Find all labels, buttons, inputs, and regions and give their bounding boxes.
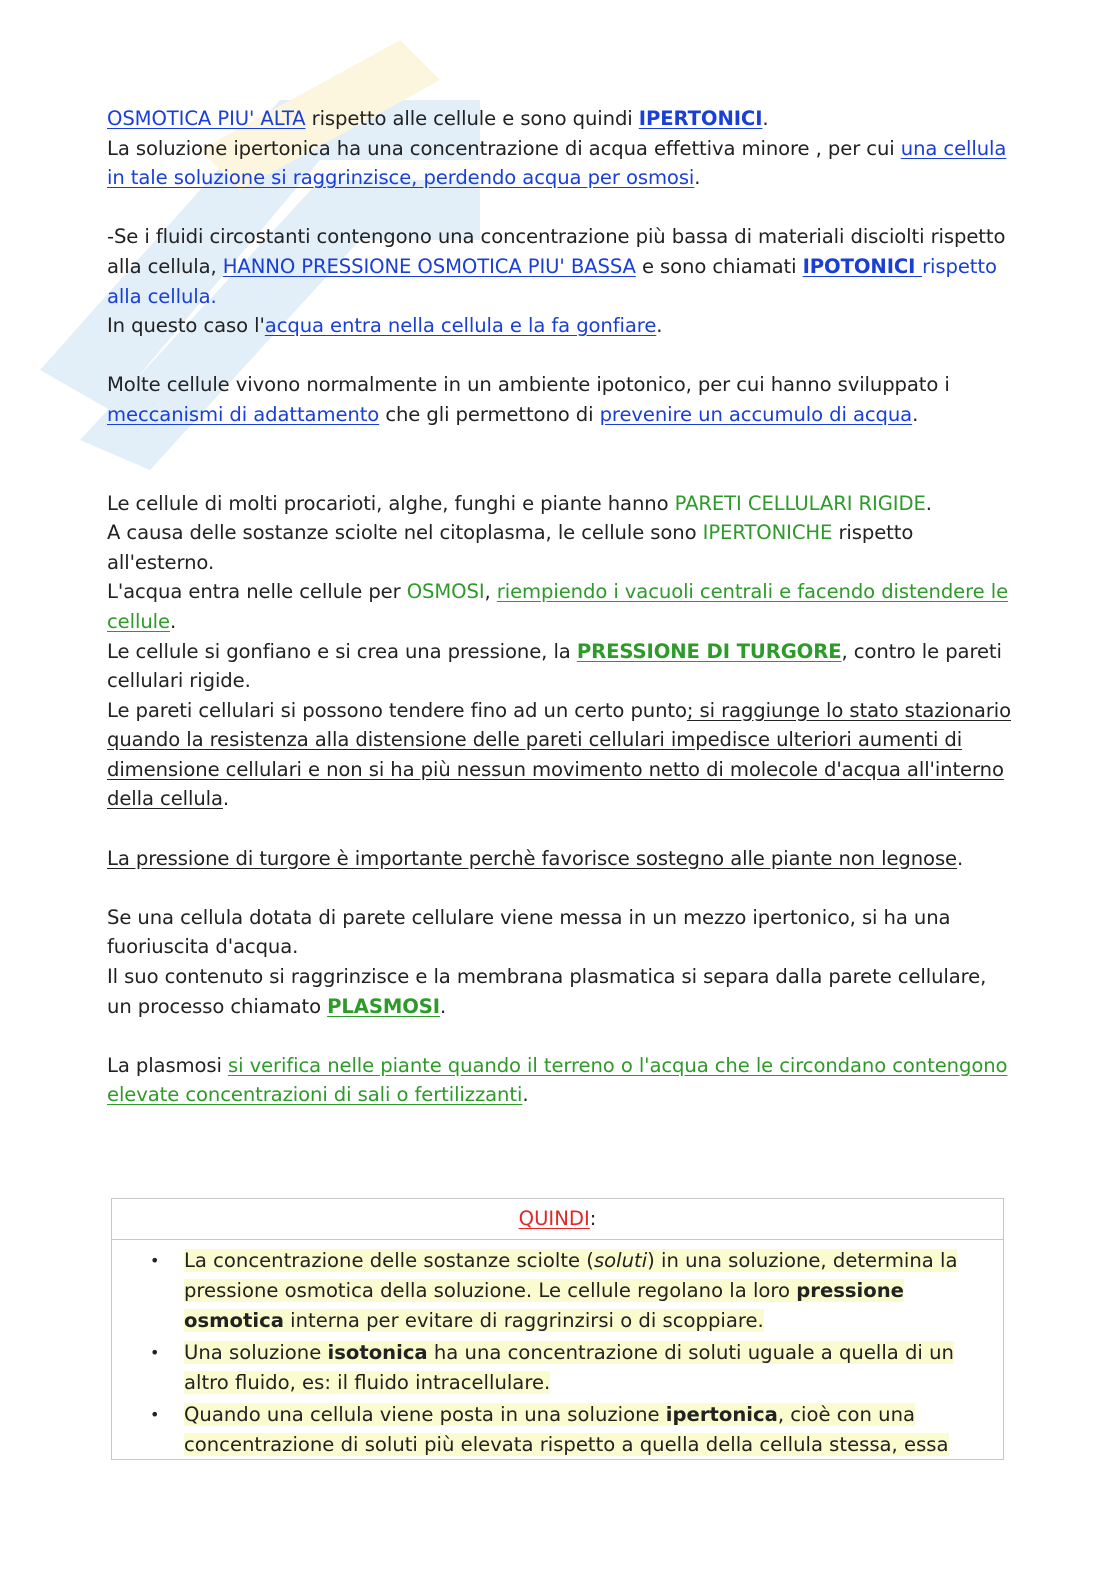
paragraph-hypotonic: -Se i fluidi circostanti contengono una concentrazione più bassa di materiali disciolti rispetto alla cellula, HANNO PRESSIONE OSMOTICA PIU' BASSA e sono chiamati IPOTONICI rispetto alla cellula. In questo caso l'acqua entra nella cellula e la fa gonfiare.	[107, 225, 1006, 338]
list-item: • La concentrazione delle sostanze sciolte (soluti) in una soluzione, determina la pressione osmotica della soluzione. Le cellule regolano la loro pressione osmotica interna per evitare di raggrinzirsi o di scoppiare.	[150, 1246, 975, 1336]
paragraph-turgor-importance: La pressione di turgore è importante perchè favorisce sostegno alle piante non legnose.	[107, 846, 964, 870]
link-piante-sali-fertilizzanti[interactable]: si verifica nelle piante quando il terreno o l'acqua che le circondano contengono elevate concentrazioni di sali o fertilizzanti	[107, 1053, 1008, 1107]
paragraph-hypertonic: OSMOTICA PIU' ALTA rispetto alle cellule e sono quindi IPERTONICI. La soluzione ipertonica ha una concentrazione di acqua effettiva minore , per cui una cellula in tale soluzione si raggrinzisce, perdendo acqua per osmosi.	[107, 107, 1007, 190]
link-pressione-osmotica-bassa[interactable]: HANNO PRESSIONE OSMOTICA PIU' BASSA	[222, 254, 636, 278]
paragraph-plasmolysis-plants: La plasmosi si verifica nelle piante quando il terreno o l'acqua che le circondano contengono elevate concentrazioni di sali o fertilizzanti.	[107, 1053, 1008, 1107]
term-pareti-cellulari-rigide: PARETI CELLULARI RIGIDE	[674, 491, 926, 515]
paragraph-adaptation: Molte cellule vivono normalmente in un ambiente ipotonico, per cui hanno sviluppato i meccanismi di adattamento che gli permettono di prevenire un accumulo di acqua.	[107, 373, 950, 426]
link-prevenire-accumulo[interactable]: prevenire un accumulo di acqua	[599, 402, 913, 426]
link-pressione-di-turgore[interactable]: PRESSIONE DI TURGORE	[576, 639, 842, 663]
paragraph-plasmolysis: Se una cellula dotata di parete cellulare viene messa in un mezzo ipertonico, si ha una fuoriuscita d'acqua. Il suo contenuto si raggrinzisce e la membrana plasmatica si separa dalla parete cellulare, un processo chiamato PLASMOSI.	[107, 905, 987, 1018]
list-item: • Quando una cellula viene posta in una soluzione ipertonica, cioè con una concentrazione di soluti più elevata rispetto a quella della cellula stessa, essa	[150, 1400, 975, 1460]
link-cellula-raggrinzisce[interactable]: una cellula in tale soluzione si raggrinzisce, perdendo acqua per osmosi	[107, 136, 1007, 190]
summary-list-container	[112, 1240, 1003, 1460]
link-meccanismi-adattamento[interactable]: meccanismi di adattamento	[107, 402, 380, 426]
underlined-turgore-importante: La pressione di turgore è importante perchè favorisce sostegno alle piante non legnose	[107, 846, 958, 870]
link-ipertonici[interactable]: IPERTONICI	[638, 107, 763, 130]
bullet-icon: •	[150, 1405, 160, 1424]
paragraph-cell-walls: Le cellule di molti procarioti, alghe, funghi e piante hanno PARETI CELLULARI RIGIDE. A causa delle sostanze sciolte nel citoplasma, le cellule sono IPERTONICHE rispetto all'esterno. L'acqua entra nelle cellule per OSMOSI, riempiendo i vacuoli centrali e facendo distendere le cellule. Le cellule si gonfiano e si crea una pressione, la PRESSIONE DI TURGORE, contro le pareti cellulari rigide. Le pareti cellulari si possono tendere fino ad un certo punto; si raggiunge lo stato stazionario quando la resistenza alla distensione delle pareti cellulari impedisce ulteriori aumenti di dimensione cellulari e non si ha più nessun movimento netto di molecole d'acqua all'interno della cellula.	[107, 491, 1012, 811]
document-body	[107, 104, 1017, 1110]
bullet-icon: •	[150, 1343, 160, 1362]
summary-list	[150, 1246, 975, 1460]
summary-heading: QUINDI:	[112, 1199, 1003, 1240]
list-item: • Una soluzione isotonica ha una concentrazione di soluti uguale a quella di un altro fluido, es: il fluido intracellulare.	[150, 1338, 975, 1398]
link-acqua-entra[interactable]: acqua entra nella cellula e la fa gonfiare	[264, 314, 657, 338]
summary-box	[111, 1198, 1004, 1460]
term-ipertoniche: IPERTONICHE	[702, 521, 833, 545]
link-osmotica-piu-alta[interactable]: OSMOTICA PIU' ALTA	[107, 107, 306, 130]
term-osmosi: OSMOSI	[406, 580, 485, 604]
underlined-stato-stazionario: ; si raggiunge lo stato stazionario quando la resistenza alla distensione delle pareti cellulari impedisce ulteriori aumenti di dimensione cellulari e non si ha più nessun movimento netto di molecole d'acqua all'interno della cellula	[107, 698, 1012, 811]
link-plasmosi[interactable]: PLASMOSI	[327, 994, 440, 1018]
link-ipotonici[interactable]: IPOTONICI	[802, 254, 923, 278]
bullet-icon: •	[150, 1251, 160, 1270]
link-riempiendo-vacuoli[interactable]: riempiendo i vacuoli centrali e facendo distendere le cellule	[107, 580, 1009, 633]
